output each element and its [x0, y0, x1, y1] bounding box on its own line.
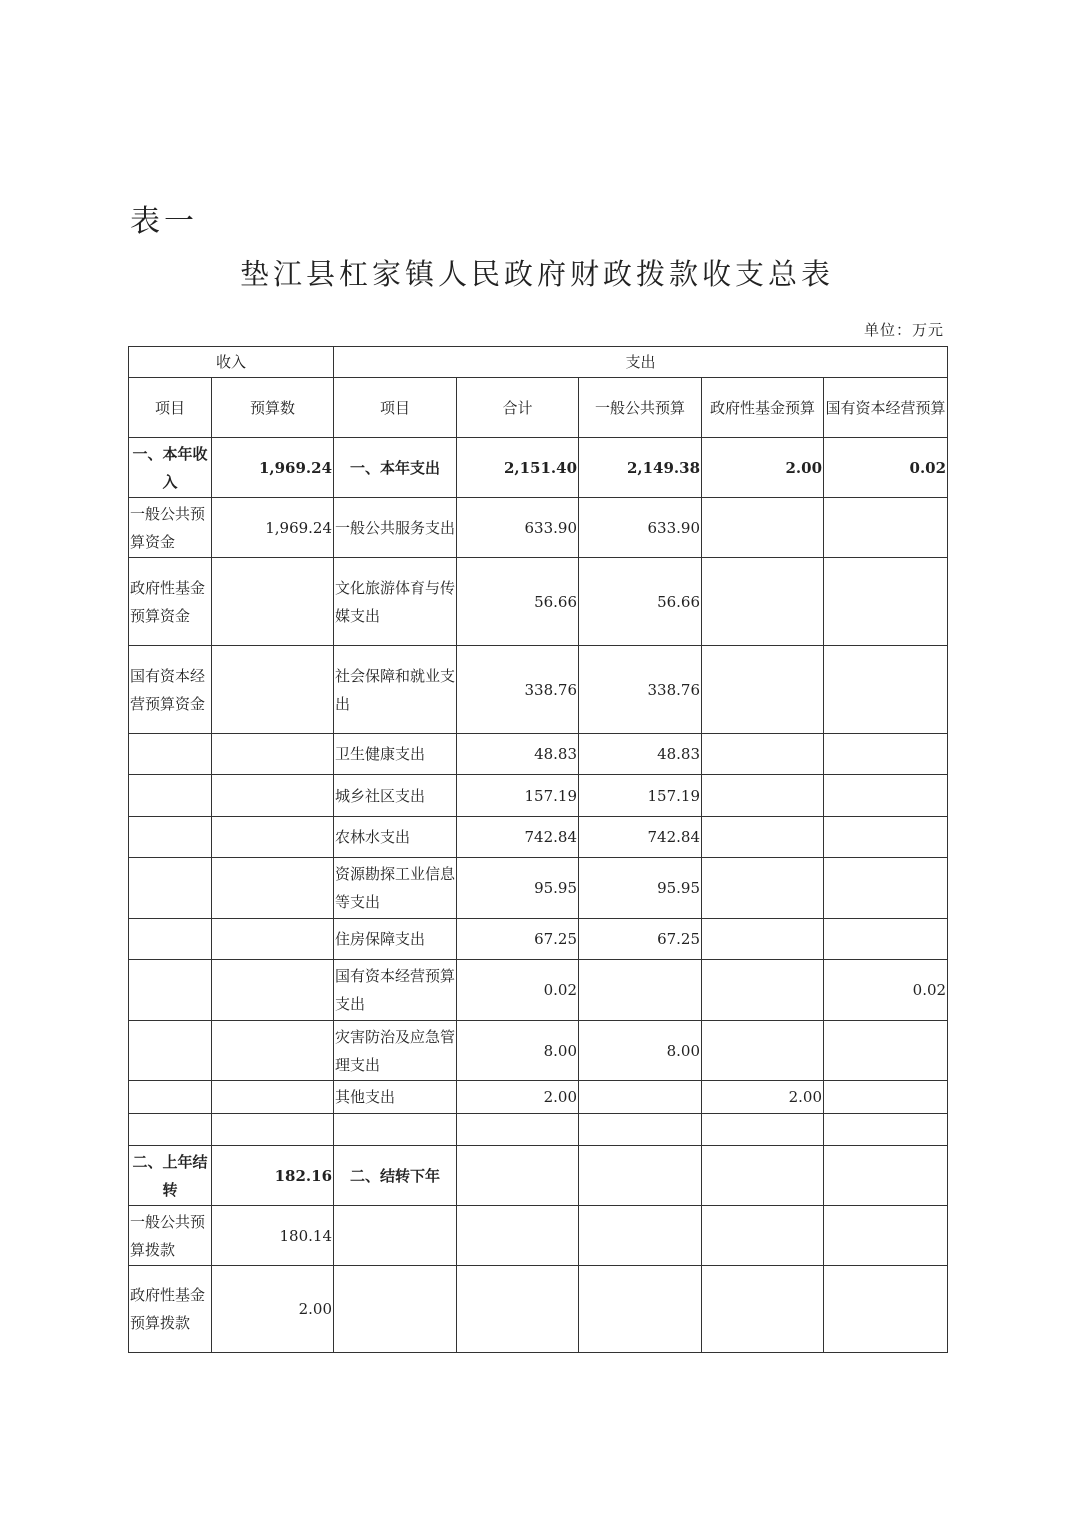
- income-amount-cell: [212, 775, 334, 817]
- income-amount-cell: [212, 858, 334, 919]
- table-row: [129, 558, 948, 646]
- table-row: [129, 817, 948, 858]
- income-item-cell: [129, 960, 212, 1021]
- fund-budget-cell: [702, 775, 824, 817]
- column-header: 预算数: [212, 378, 334, 438]
- table-row: [129, 1206, 948, 1266]
- fund-budget-cell: [702, 817, 824, 858]
- table-row: [129, 919, 948, 960]
- fund-budget-cell: [702, 858, 824, 919]
- total-cell: 2.00: [457, 1081, 579, 1114]
- state-capital-cell: [824, 734, 948, 775]
- table-row: [129, 646, 948, 734]
- group-header-row: [129, 347, 948, 378]
- table-row: [129, 498, 948, 558]
- income-item-cell: 一般公共预算拨款: [129, 1206, 212, 1266]
- income-amount-cell: 1,969.24: [212, 438, 334, 498]
- state-capital-cell: [824, 1021, 948, 1081]
- income-item-cell: [129, 1021, 212, 1081]
- expense-item-cell: 住房保障支出: [334, 919, 457, 960]
- total-cell: 157.19: [457, 775, 579, 817]
- table-label: 表一: [130, 204, 198, 239]
- state-capital-cell: [824, 858, 948, 919]
- total-cell: 67.25: [457, 919, 579, 960]
- income-amount-cell: [212, 558, 334, 646]
- general-budget-cell: 67.25: [579, 919, 702, 960]
- expense-item-cell: [334, 1266, 457, 1353]
- expense-item-cell: 文化旅游体育与传媒支出: [334, 558, 457, 646]
- total-cell: 338.76: [457, 646, 579, 734]
- document-title: 垫江县杠家镇人民政府财政拨款收支总表: [239, 257, 834, 291]
- expense-item-cell: 资源勘探工业信息等支出: [334, 858, 457, 919]
- total-cell: [457, 1146, 579, 1206]
- income-amount-cell: [212, 919, 334, 960]
- total-cell: 95.95: [457, 858, 579, 919]
- total-cell: 0.02: [457, 960, 579, 1021]
- expense-item-cell: 城乡社区支出: [334, 775, 457, 817]
- income-item-cell: [129, 817, 212, 858]
- general-budget-cell: 48.83: [579, 734, 702, 775]
- income-item-cell: [129, 734, 212, 775]
- expense-item-cell: 农林水支出: [334, 817, 457, 858]
- general-budget-cell: 157.19: [579, 775, 702, 817]
- column-header: 政府性基金预算: [702, 378, 824, 438]
- income-amount-cell: 1,969.24: [212, 498, 334, 558]
- expense-item-cell: 二、结转下年: [334, 1146, 457, 1206]
- state-capital-cell: [824, 775, 948, 817]
- column-header: 项目: [129, 378, 212, 438]
- income-item-cell: 二、上年结转: [129, 1146, 212, 1206]
- state-capital-cell: 0.02: [824, 438, 948, 498]
- total-cell: 2,151.40: [457, 438, 579, 498]
- expense-item-cell: 其他支出: [334, 1081, 457, 1114]
- fund-budget-cell: [702, 558, 824, 646]
- income-amount-cell: 182.16: [212, 1146, 334, 1206]
- total-cell: [457, 1206, 579, 1266]
- income-item-cell: [129, 775, 212, 817]
- expense-item-cell: 社会保障和就业支出: [334, 646, 457, 734]
- income-amount-cell: [212, 1081, 334, 1114]
- general-budget-cell: 742.84: [579, 817, 702, 858]
- column-header-row: [129, 378, 948, 438]
- column-header: 一般公共预算: [579, 378, 702, 438]
- expense-item-cell: [334, 1114, 457, 1146]
- fund-budget-cell: [702, 1114, 824, 1146]
- table-row: [129, 858, 948, 919]
- budget-summary-table: [128, 346, 948, 1353]
- expense-item-cell: [334, 1206, 457, 1266]
- fund-budget-cell: [702, 1266, 824, 1353]
- state-capital-cell: [824, 1206, 948, 1266]
- income-item-cell: 政府性基金预算资金: [129, 558, 212, 646]
- fund-budget-cell: [702, 1146, 824, 1206]
- state-capital-cell: [824, 646, 948, 734]
- table-row: [129, 438, 948, 498]
- table-row: [129, 1266, 948, 1353]
- fund-budget-cell: [702, 960, 824, 1021]
- general-budget-cell: [579, 1146, 702, 1206]
- general-budget-cell: [579, 1206, 702, 1266]
- income-group-header: 收入: [129, 347, 334, 378]
- total-cell: 48.83: [457, 734, 579, 775]
- income-amount-cell: [212, 817, 334, 858]
- table-row: [129, 734, 948, 775]
- table-row: [129, 1114, 948, 1146]
- expense-item-cell: 国有资本经营预算支出: [334, 960, 457, 1021]
- column-header: 合计: [457, 378, 579, 438]
- table-row: [129, 1021, 948, 1081]
- state-capital-cell: [824, 1114, 948, 1146]
- expense-item-cell: 卫生健康支出: [334, 734, 457, 775]
- income-item-cell: [129, 1081, 212, 1114]
- fund-budget-cell: [702, 734, 824, 775]
- fund-budget-cell: [702, 1021, 824, 1081]
- state-capital-cell: 0.02: [824, 960, 948, 1021]
- fund-budget-cell: [702, 646, 824, 734]
- income-amount-cell: [212, 646, 334, 734]
- column-header: 国有资本经营预算: [824, 378, 948, 438]
- income-item-cell: [129, 858, 212, 919]
- fund-budget-cell: 2.00: [702, 438, 824, 498]
- total-cell: [457, 1114, 579, 1146]
- table-row: [129, 1081, 948, 1114]
- general-budget-cell: 2,149.38: [579, 438, 702, 498]
- general-budget-cell: [579, 1081, 702, 1114]
- income-item-cell: 一般公共预算资金: [129, 498, 212, 558]
- state-capital-cell: [824, 1266, 948, 1353]
- general-budget-cell: [579, 1114, 702, 1146]
- income-item-cell: [129, 919, 212, 960]
- total-cell: 633.90: [457, 498, 579, 558]
- income-item-cell: 一、本年收入: [129, 438, 212, 498]
- expense-item-cell: 一、本年支出: [334, 438, 457, 498]
- total-cell: [457, 1266, 579, 1353]
- general-budget-cell: 56.66: [579, 558, 702, 646]
- income-item-cell: 国有资本经营预算资金: [129, 646, 212, 734]
- total-cell: 56.66: [457, 558, 579, 646]
- general-budget-cell: 95.95: [579, 858, 702, 919]
- column-header: 项目: [334, 378, 457, 438]
- income-amount-cell: 180.14: [212, 1206, 334, 1266]
- general-budget-cell: 633.90: [579, 498, 702, 558]
- income-item-cell: [129, 1114, 212, 1146]
- expense-item-cell: 灾害防治及应急管理支出: [334, 1021, 457, 1081]
- income-amount-cell: 2.00: [212, 1266, 334, 1353]
- fund-budget-cell: [702, 498, 824, 558]
- table-row: [129, 1146, 948, 1206]
- state-capital-cell: [824, 817, 948, 858]
- general-budget-cell: 8.00: [579, 1021, 702, 1081]
- total-cell: 8.00: [457, 1021, 579, 1081]
- income-amount-cell: [212, 1114, 334, 1146]
- general-budget-cell: 338.76: [579, 646, 702, 734]
- fund-budget-cell: [702, 919, 824, 960]
- table-row: [129, 775, 948, 817]
- fund-budget-cell: [702, 1206, 824, 1266]
- income-amount-cell: [212, 1021, 334, 1081]
- state-capital-cell: [824, 1081, 948, 1114]
- fund-budget-cell: 2.00: [702, 1081, 824, 1114]
- income-item-cell: 政府性基金预算拨款: [129, 1266, 212, 1353]
- expense-group-header: 支出: [334, 347, 948, 378]
- income-amount-cell: [212, 734, 334, 775]
- state-capital-cell: [824, 1146, 948, 1206]
- general-budget-cell: [579, 960, 702, 1021]
- state-capital-cell: [824, 919, 948, 960]
- income-amount-cell: [212, 960, 334, 1021]
- unit-label: 单位：万元: [863, 321, 944, 339]
- state-capital-cell: [824, 558, 948, 646]
- table-row: [129, 960, 948, 1021]
- total-cell: 742.84: [457, 817, 579, 858]
- state-capital-cell: [824, 498, 948, 558]
- general-budget-cell: [579, 1266, 702, 1353]
- expense-item-cell: 一般公共服务支出: [334, 498, 457, 558]
